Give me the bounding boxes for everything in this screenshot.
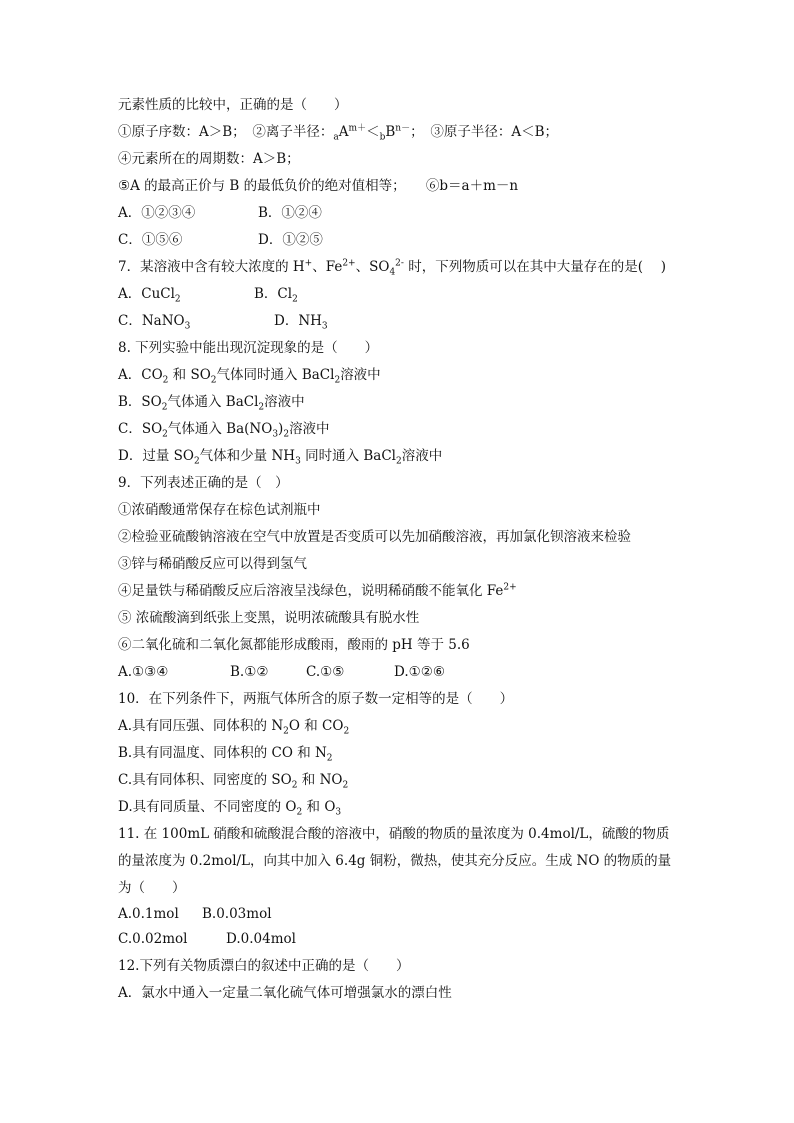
- q11-option-a[interactable]: A.0.1mol: [118, 906, 179, 922]
- q6-option-b[interactable]: B．①②④: [258, 205, 322, 221]
- q10-option-b[interactable]: B.具有同温度、同体积的 CO 和 $N_2$: [118, 745, 333, 764]
- q9-stem: 9．下列表述正确的是（ ）: [118, 475, 289, 491]
- q7-option-b[interactable]: B．$Cl_2$: [254, 286, 298, 305]
- q6-options-cd: [118, 227, 678, 254]
- q7-option-d[interactable]: D．$NH_3$: [274, 313, 328, 332]
- q6-statement-3: ⑤A 的最高正价与 B 的最低负价的绝对值相等； ⑥b＝a＋m－n: [118, 178, 519, 194]
- q9-statement-3: ③锌与稀硝酸反应可以得到氢气: [118, 556, 307, 572]
- q10-option-a[interactable]: A.具有同压强、同体积的 $N_2O$ 和 $CO_2$: [118, 718, 350, 737]
- q8-option-c[interactable]: C．$SO_2$气体通入 $Ba(NO_3)_2$溶液中: [118, 421, 330, 440]
- q8-option-a[interactable]: A．$CO_2$ 和 $SO_2$气体同时通入 BaCl$_2$溶液中: [118, 367, 381, 386]
- q9-statement-5: ⑤ 浓硫酸滴到纸张上变黑，说明浓硫酸具有脱水性: [118, 610, 420, 626]
- q7-stem: 7．某溶液中含有较大浓度的 H+、$Fe^{2+}$、$SO_4^{2-}$ 时，下列物质可以在其中大量存在的是( ): [118, 258, 667, 278]
- q7-option-c[interactable]: C．NaNO$_3$: [118, 313, 191, 332]
- q6-stem: 元素性质的比较中，正确的是（ ）: [118, 97, 348, 113]
- q11-options-cd: [118, 926, 678, 953]
- q8-option-d[interactable]: D．过量 $SO_2$气体和少量 $NH_3$ 同时通入 BaCl$_2$溶液中: [118, 448, 443, 467]
- q11-stem-line-3: 为（ ）: [118, 880, 186, 896]
- q7-option-a[interactable]: A．CuCl$_2$: [118, 286, 181, 305]
- q6-option-c[interactable]: C．①⑤⑥: [118, 232, 183, 248]
- q10-stem: 10．在下列条件下，两瓶气体所含的原子数一定相等的是（ ）: [118, 691, 514, 707]
- q9-statement-2: ②检验亚硫酸钠溶液在空气中放置是否变质可以先加硝酸溶液，再加氯化钡溶液来检验: [118, 529, 631, 545]
- exam-page: [118, 92, 678, 1007]
- q9-options: [118, 659, 678, 686]
- q9-option-a[interactable]: A.①③④: [118, 664, 169, 680]
- q6-options-ab: [118, 200, 678, 227]
- q10-option-c[interactable]: C.具有同体积、同密度的 $SO_2$ 和 $NO_2$: [118, 772, 349, 791]
- q8-option-b[interactable]: B．$SO_2$气体通入 BaCl$_2$溶液中: [118, 394, 305, 413]
- q9-option-b[interactable]: B.①②: [230, 664, 269, 680]
- q9-statement-1: ①浓硝酸通常保存在棕色试剂瓶中: [118, 502, 321, 518]
- q12-option-a[interactable]: A．氯水中通入一定量二氧化硫气体可增强氯水的漂白性: [118, 985, 452, 1001]
- q7-options-cd: [118, 308, 678, 335]
- q7-options-ab: [118, 281, 678, 308]
- q9-statement-6: ⑥二氧化硫和二氧化氮都能形成酸雨，酸雨的 pH 等于 5.6: [118, 637, 470, 653]
- q10-option-d[interactable]: D.具有同质量、不同密度的 $O_2$ 和 $O_3$: [118, 799, 342, 818]
- q11-option-c[interactable]: C.0.02mol: [118, 931, 188, 947]
- q9-option-c[interactable]: C.①⑤: [306, 664, 345, 680]
- q9-statement-4: ④足量铁与稀硝酸反应后溶液呈浅绿色，说明稀硝酸不能氧化 $Fe^{2+}$: [118, 582, 517, 599]
- q12-stem: 12.下列有关物质漂白的叙述中正确的是（ ）: [118, 958, 410, 974]
- q11-option-b[interactable]: B.0.03mol: [202, 906, 272, 922]
- q6-statement-1: ①原子序数：A＞B； ②离子半径：$_aA^{m+}<_bB^{n-}$； ③原子半径：A＜B；: [118, 123, 558, 143]
- q11-option-d[interactable]: D.0.04mol: [226, 931, 296, 947]
- q6-option-a[interactable]: A．①②③④: [118, 205, 196, 221]
- q6-option-d[interactable]: D．①②⑤: [258, 232, 323, 248]
- q9-option-d[interactable]: D.①②⑥: [394, 664, 445, 680]
- q8-stem: 8. 下列实验中能出现沉淀现象的是（ ）: [118, 340, 379, 356]
- q11-options-ab: [118, 902, 678, 926]
- q11-stem-line-2: 的量浓度为 0.2mol/L，向其中加入 6.4g 铜粉，微热，使其充分反应。生成 NO 的物质的量: [118, 853, 672, 869]
- q6-statement-2: ④元素所在的周期数：A＞B；: [118, 151, 300, 167]
- q11-stem-line-1: 11. 在 100mL 硝酸和硫酸混合酸的溶液中，硝酸的物质的量浓度为 0.4mol/L，硫酸的物质: [118, 826, 670, 842]
